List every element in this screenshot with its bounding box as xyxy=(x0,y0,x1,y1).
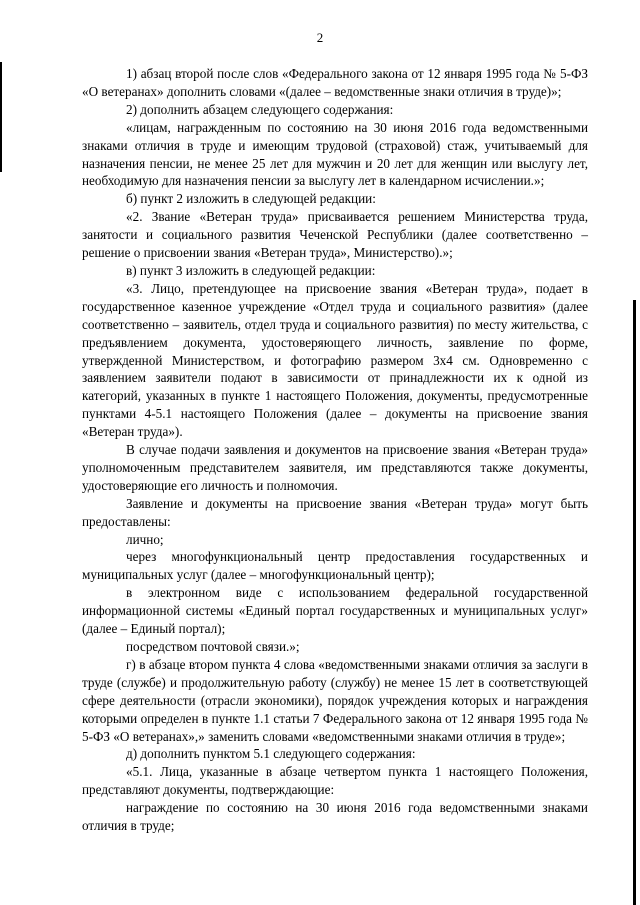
right-edge-mark xyxy=(633,300,636,905)
page-number: 2 xyxy=(316,30,324,45)
paragraph: 2) дополнить абзацем следующего содержания: xyxy=(126,101,394,117)
paragraph: в электронном виде с использованием федеральной государственной информационной системы «Единый портал государственных и муниципальных услуг» (далее – Единый портал); xyxy=(82,585,588,637)
paragraph: «лицам, награжденным по состоянию на 30 июня 2016 года ведомственными знаками отличия в труде и имеющим трудовой (страховой) стаж, учитываемый для назначения пенсии, не менее 25 лет для мужчин и 20 лет для женщин или выслугу лет, необходимую для назначения пенсии за выслугу лет в календарном исчислении.»; xyxy=(82,119,588,189)
paragraph: «2. Звание «Ветеран труда» присваивается решением Министерства труда, занятости и социального развития Чеченской Республики (далее соответственно – решение о присвоении звания «Ветеран труда», Министерство).»; xyxy=(82,209,588,261)
paragraph: г) в абзаце втором пункта 4 слова «ведомственными знаками отличия за заслуги в труде (службе) и продолжительную работу (службу) не менее 15 лет в соответствующей сфере деятельности (отрасли экономики), порядок учреждения которых и награждения которыми определен в пункте 1.1 статьи 7 Федерального закона от 12 января 1995 года № 5-ФЗ «О ветеранах»,» заменить словами «ведомственными знаками отличия в труде»; xyxy=(82,656,588,744)
paragraph: В случае подачи заявления и документов на присвоение звания «Ветеран труда» уполномоченным представителем заявителя, им представляются также документы, удостоверяющие его личность и полномочия. xyxy=(82,442,588,493)
paragraph: через многофункциональный центр предоставления государственных и муниципальных услуг (далее – многофункциональный центр); xyxy=(82,549,588,583)
paragraph: в) пункт 3 изложить в следующей редакции: xyxy=(126,262,376,278)
paragraph: награждение по состоянию на 30 июня 2016 года ведомственными знаками отличия в труде; xyxy=(82,800,588,834)
paragraph: лично; xyxy=(126,531,164,547)
left-edge-mark xyxy=(0,62,2,172)
paragraph: посредством почтовой связи.»; xyxy=(126,639,300,654)
paragraph: Заявление и документы на присвоение звания «Ветеран труда» могут быть предоставлены: xyxy=(82,495,588,529)
paragraph: 1) абзац второй после слов «Федерального закона от 12 января 1995 года № 5-ФЗ «О ветеранах» дополнить словами «(далее – ведомственные знаки отличия в труде)»; xyxy=(82,66,588,99)
paragraph: «3. Лицо, претендующее на присвоение звания «Ветеран труда», подает в государственное казенное учреждение «Отдел труда и социального развития» (далее соответственно – заявитель, отдел труда и социального развития) по месту жительства, с предъявлением документа, удостоверяющего личность, заявление по форме, утвержденной Министерством, и фотографию размером 3х4 см. Одновременно с заявлением заявители подают в зависимости от принадлежности их к одной из категорий, указанных в пункте 1 настоящего Положения, документы, предусмотренные пунктами 4-5.1 настоящего Положения (далее – документы на присвоение звания «Ветеран труда»). xyxy=(82,280,588,440)
paragraph: «5.1. Лица, указанные в абзаце четвертом пункта 1 настоящего Положения, представляют документы, подтверждающие: xyxy=(82,764,588,798)
document-body xyxy=(82,65,588,835)
paragraph: д) дополнить пунктом 5.1 следующего содержания: xyxy=(126,746,416,762)
paragraph: б) пункт 2 изложить в следующей редакции: xyxy=(126,191,376,207)
